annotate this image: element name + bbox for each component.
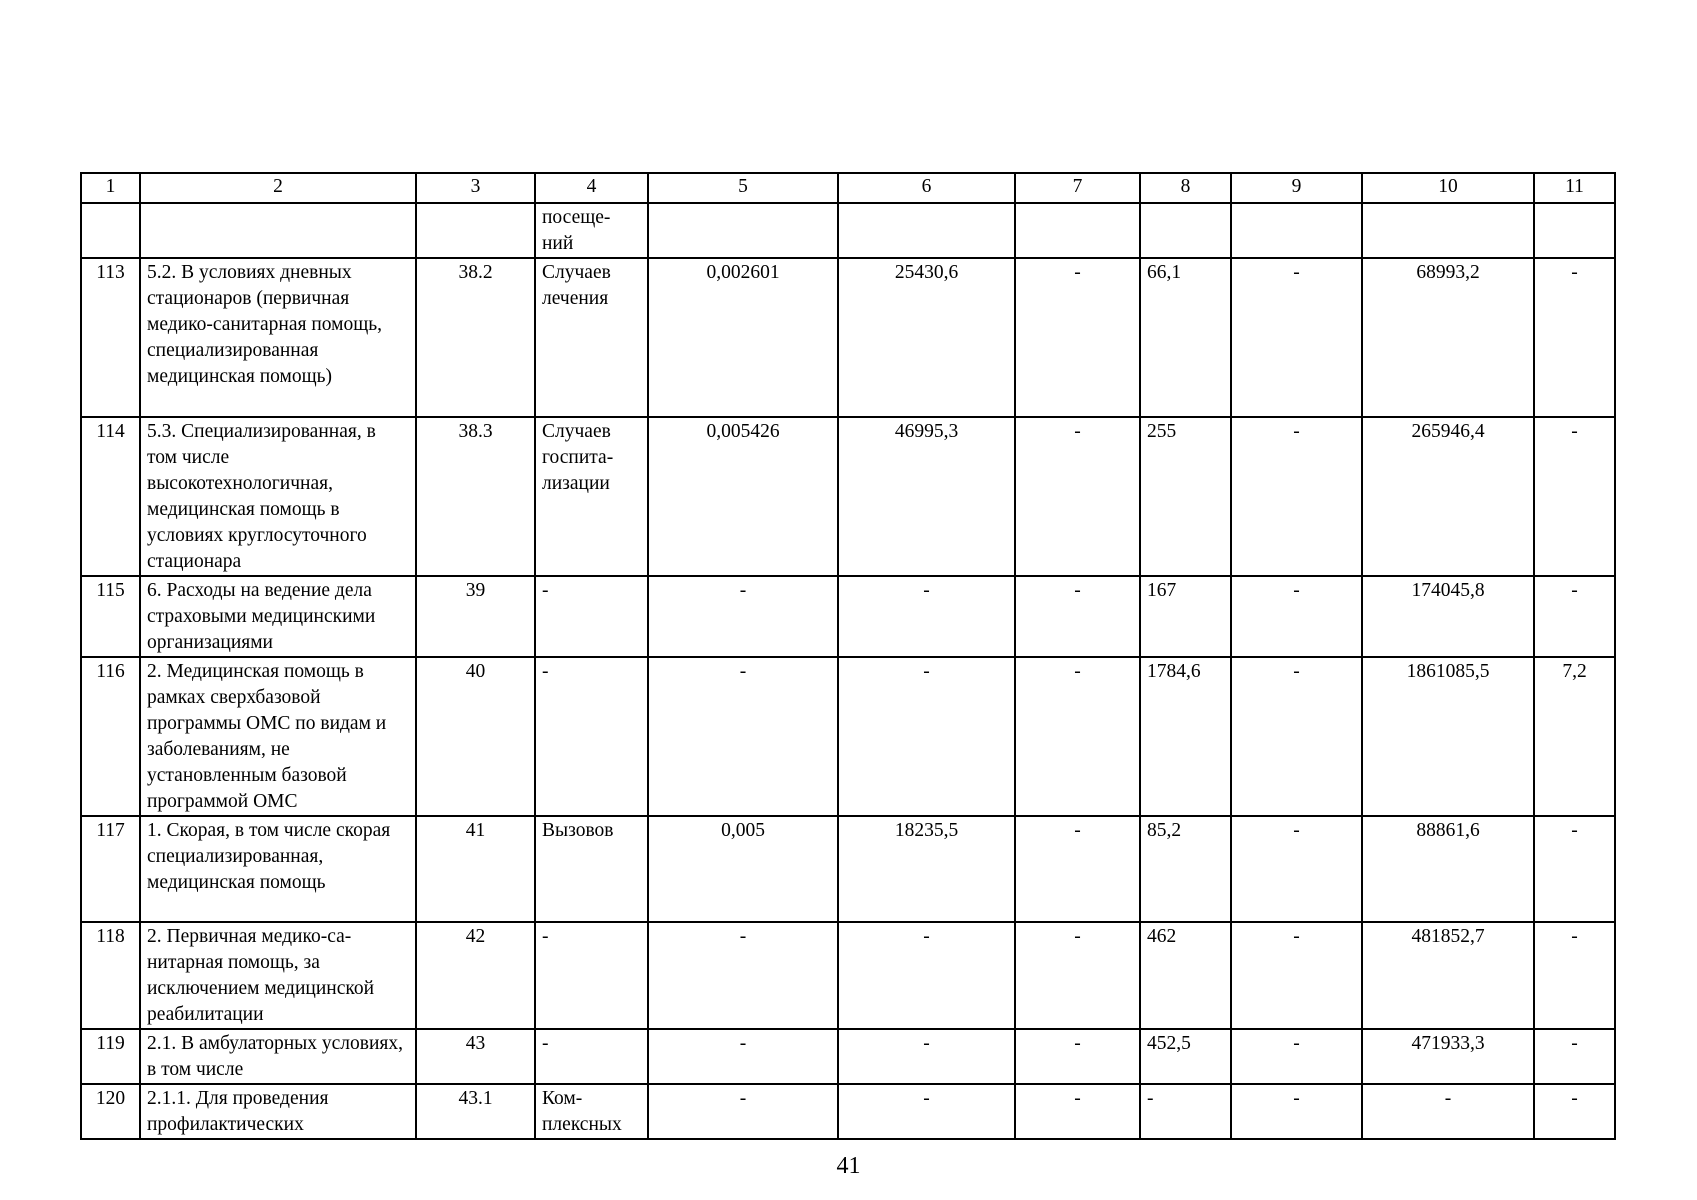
- table-cell: 46995,3: [838, 417, 1015, 576]
- table-cell: -: [648, 576, 838, 657]
- table-cell: 5.2. В условиях дневных стационаров (первичная медико-санитарная помощь, специализированная медицинская помощь): [140, 258, 416, 417]
- table-cell: -: [1534, 922, 1615, 1029]
- table-cell: -: [1534, 576, 1615, 657]
- table-cell: 88861,6: [1362, 816, 1534, 922]
- table-cell: [1015, 203, 1140, 258]
- header-cell: 11: [1534, 173, 1615, 203]
- table-cell: 0,005426: [648, 417, 838, 576]
- table-row: [81, 657, 1615, 816]
- table-cell: -: [648, 1084, 838, 1139]
- table-cell: Случаев лечения: [535, 258, 648, 417]
- table-row: [81, 417, 1615, 576]
- table-cell: 265946,4: [1362, 417, 1534, 576]
- continuation-row: [81, 203, 1615, 258]
- table-cell: -: [1231, 576, 1362, 657]
- table-row: [81, 816, 1615, 922]
- table-cell: 85,2: [1140, 816, 1231, 922]
- row-number-cell: 118: [81, 922, 140, 1029]
- table-cell: 462: [1140, 922, 1231, 1029]
- table-row: [81, 922, 1615, 1029]
- row-number-cell: 117: [81, 816, 140, 922]
- table-cell: [140, 203, 416, 258]
- table-cell: -: [838, 657, 1015, 816]
- table-cell: 18235,5: [838, 816, 1015, 922]
- table-cell: [1140, 203, 1231, 258]
- table-cell: -: [1362, 1084, 1534, 1139]
- table-cell: 2. Первичная медико-са-нитарная помощь, за исключением медицинской реабилитации: [140, 922, 416, 1029]
- table-cell: [838, 203, 1015, 258]
- table-cell: -: [535, 657, 648, 816]
- table-cell: 25430,6: [838, 258, 1015, 417]
- table-cell: -: [1015, 258, 1140, 417]
- table-cell: -: [648, 657, 838, 816]
- table-cell: -: [535, 1029, 648, 1084]
- row-number-cell: 119: [81, 1029, 140, 1084]
- table-cell: 43: [416, 1029, 535, 1084]
- table-row: [81, 576, 1615, 657]
- header-cell: 10: [1362, 173, 1534, 203]
- table-cell: 2.1. В амбулаторных условиях, в том числе: [140, 1029, 416, 1084]
- table-cell: -: [1015, 576, 1140, 657]
- table-cell: -: [1534, 1029, 1615, 1084]
- table-cell: [416, 203, 535, 258]
- table-cell: 38.2: [416, 258, 535, 417]
- table-cell: -: [1231, 417, 1362, 576]
- table-row: [81, 258, 1615, 417]
- row-number-cell: 116: [81, 657, 140, 816]
- table-cell: -: [838, 1029, 1015, 1084]
- table-cell: 1. Скорая, в том числе скорая специализированная, медицинская помощь: [140, 816, 416, 922]
- table-cell: 40: [416, 657, 535, 816]
- table-cell: [1362, 203, 1534, 258]
- header-cell: 4: [535, 173, 648, 203]
- table-cell: Вызовов: [535, 816, 648, 922]
- table-cell: -: [1231, 922, 1362, 1029]
- table-cell: 5.3. Специализированная, в том числе высокотехнологичная, медицинская помощь в условиях круглосуточного стационара: [140, 417, 416, 576]
- header-cell: 5: [648, 173, 838, 203]
- table-row: [81, 1029, 1615, 1084]
- table-cell: 255: [1140, 417, 1231, 576]
- table-cell: 2.1.1. Для проведения профилактических: [140, 1084, 416, 1139]
- header-cell: 8: [1140, 173, 1231, 203]
- table-cell: 6. Расходы на ведение дела страховыми медицинскими организациями: [140, 576, 416, 657]
- table-cell: Ком-плексных: [535, 1084, 648, 1139]
- table-cell: 43.1: [416, 1084, 535, 1139]
- header-cell: 6: [838, 173, 1015, 203]
- row-number-cell: 120: [81, 1084, 140, 1139]
- table-cell: -: [1231, 1084, 1362, 1139]
- table-cell: -: [1015, 417, 1140, 576]
- table-cell: Случаев госпита-лизации: [535, 417, 648, 576]
- table-cell: 42: [416, 922, 535, 1029]
- table-cell: 2. Медицинская помощь в рамках сверхбазовой программы ОМС по видам и заболеваниям, не установленным базовой программой ОМС: [140, 657, 416, 816]
- table-cell: [1231, 203, 1362, 258]
- table-cell: -: [1015, 1029, 1140, 1084]
- table-cell: [1534, 203, 1615, 258]
- table-cell: -: [648, 922, 838, 1029]
- row-number-cell: 115: [81, 576, 140, 657]
- table-cell: [648, 203, 838, 258]
- row-number-cell: 114: [81, 417, 140, 576]
- table-cell: 68993,2: [1362, 258, 1534, 417]
- page-number: 41: [836, 1153, 861, 1179]
- header-cell: 2: [140, 173, 416, 203]
- table-cell: -: [1015, 657, 1140, 816]
- table-cell: [81, 203, 140, 258]
- table-cell: -: [648, 1029, 838, 1084]
- table-cell: -: [1140, 1084, 1231, 1139]
- table-cell: 481852,7: [1362, 922, 1534, 1029]
- table-cell: 0,005: [648, 816, 838, 922]
- table-cell: посеще- ний: [535, 203, 648, 258]
- table-cell: 39: [416, 576, 535, 657]
- table-cell: -: [1534, 816, 1615, 922]
- header-row: [81, 173, 1615, 203]
- table-cell: -: [1231, 258, 1362, 417]
- table-cell: -: [838, 576, 1015, 657]
- table-cell: -: [1231, 816, 1362, 922]
- table-cell: -: [838, 922, 1015, 1029]
- table-cell: -: [1015, 922, 1140, 1029]
- table-cell: 174045,8: [1362, 576, 1534, 657]
- table-cell: -: [1231, 657, 1362, 816]
- table-cell: 0,002601: [648, 258, 838, 417]
- data-table: [80, 172, 1616, 1140]
- table-cell: 41: [416, 816, 535, 922]
- table-cell: -: [1534, 417, 1615, 576]
- table-cell: -: [1231, 1029, 1362, 1084]
- table-cell: 167: [1140, 576, 1231, 657]
- header-cell: 7: [1015, 173, 1140, 203]
- table-cell: -: [1534, 1084, 1615, 1139]
- table-cell: 1861085,5: [1362, 657, 1534, 816]
- table-cell: -: [1015, 816, 1140, 922]
- table-row: [81, 1084, 1615, 1139]
- row-number-cell: 113: [81, 258, 140, 417]
- table-cell: 66,1: [1140, 258, 1231, 417]
- header-cell: 1: [81, 173, 140, 203]
- header-cell: 9: [1231, 173, 1362, 203]
- table-cell: 452,5: [1140, 1029, 1231, 1084]
- table-cell: 38.3: [416, 417, 535, 576]
- table-cell: -: [1534, 258, 1615, 417]
- table-cell: 7,2: [1534, 657, 1615, 816]
- table-cell: -: [838, 1084, 1015, 1139]
- table-cell: 471933,3: [1362, 1029, 1534, 1084]
- table-cell: -: [1015, 1084, 1140, 1139]
- table-cell: 1784,6: [1140, 657, 1231, 816]
- header-cell: 3: [416, 173, 535, 203]
- table-cell: -: [535, 922, 648, 1029]
- table-cell: -: [535, 576, 648, 657]
